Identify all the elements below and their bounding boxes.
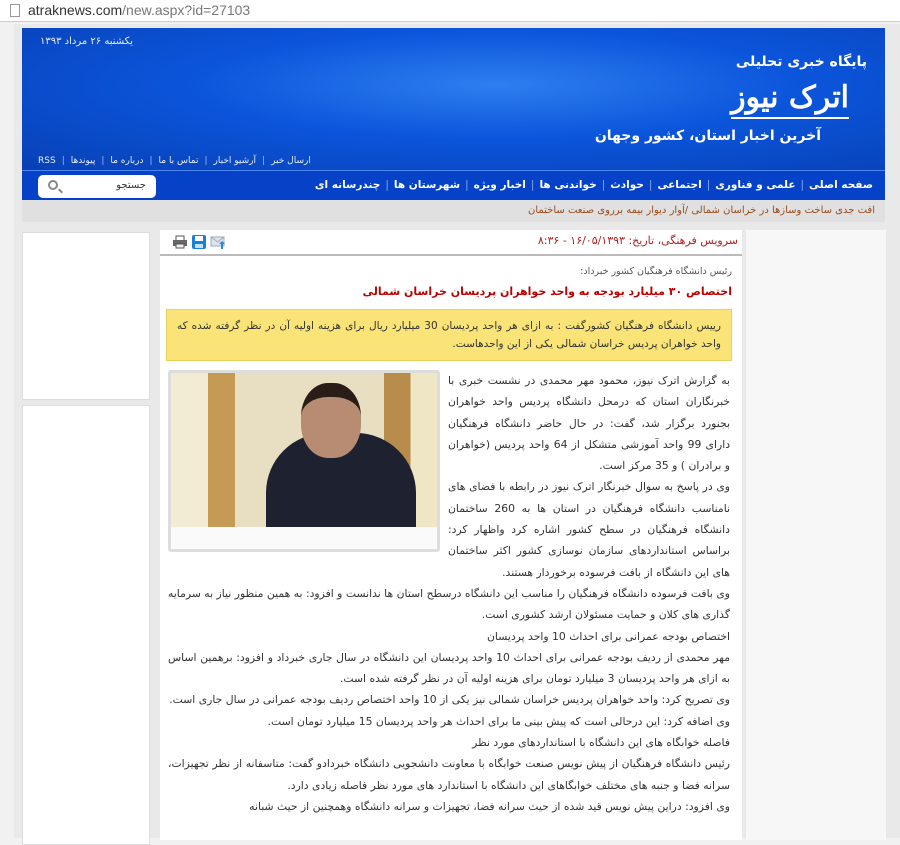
paragraph: رئیس دانشگاه فرهنگیان از پیش نویس صنعت خوابگاه با معاونت دانشجویی دانشگاه خبردادو گفت: متاسفانه از نظر تجهیزات، سرانه فضا و جنبه های مختلف خوابگاهای این دانشگاه با استاندارد های مورد نظر فاصله زیادی دارد. [168,757,730,792]
nav-science[interactable]: علمی و فناوری [715,179,796,191]
nav-social[interactable]: اجتماعی [657,179,702,191]
article-lead: رئیس دانشگاه فرهنگیان کشور خبرداد: [580,266,732,277]
link-send-news[interactable]: ارسال خبر [271,156,311,166]
nav-readings[interactable]: خواندنی ها [539,179,597,191]
link-about[interactable]: درباره ما [110,156,144,166]
news-ticker[interactable]: افت جدی ساخت وسازها در خراسان شمالی /آوار دیوار بیمه برروی صنعت ساختمان [22,200,885,222]
article-meta: سرویس فرهنگی، تاریخ: ۱۶/۰۵/۱۳۹۳ - ۸:۳۶ [537,234,738,247]
paragraph: وی افزود: دراین پیش نویس قید شده از حیث سرانه فضا، تجهیزات و سرانه دانشگاه وهمچنین از حیث شبانه [249,799,730,813]
left-sidebar-box [22,232,150,400]
page [14,24,900,838]
email-icon[interactable] [210,234,226,250]
left-sidebar-box [22,405,150,845]
search-placeholder: جستجو [116,180,146,191]
site-logo[interactable]: اترک نیوز [731,80,849,119]
address-bar[interactable] [0,0,900,22]
article-title: اختصاص ۳۰ میلیارد بودجه به واحد خواهران پردیسان خراسان شمالی [362,285,732,298]
header-date: یکشنبه ۲۶ مرداد ۱۳۹۳ [40,36,133,47]
article-body [168,370,730,817]
page-icon [10,4,20,17]
subheading: فاصله خوابگاه های این دانشگاه با استانداردهای مورد نظر [472,736,730,750]
print-icon[interactable] [172,234,188,250]
main-nav: صفحه اصلی | علمی و فناوری | اجتماعی | حوادث | خواندنی ها | اخبار ویژه | شهرستان ها | چندرسانه ای جستجو [22,170,885,200]
article-photo [168,370,440,552]
nav-home[interactable]: صفحه اصلی [809,179,873,191]
site-header [22,28,885,170]
paragraph: وی تصریح کرد: واحد خواهران پردیس خراسان شمالی نیز یکی از 10 واحد اختصاص ردیف بودجه عمرانی در سال جاری است. [169,693,730,707]
right-column [746,230,886,840]
paragraph: وی اضافه کرد: این درحالی است که پیش بینی ما برای احداث هر واحد پردیسان 15 میلیارد تومان است. [267,714,730,728]
paragraph: به گزارش اترک نیوز، محمود مهر محمدی در نشست خبری با خبرنگاران استان که درمحل دانشگاه پردیس واحد خواهران بجنورد برگزار شد، گفت: در حال حاضر دانشگاه فرهنگیان دارای 99 واحد آموزشی متشکل از 64 واحد پردیس (خواهران و برادران ) و 35 مرکز است. [448,374,731,473]
search-icon[interactable] [48,180,58,190]
link-links[interactable]: پیوندها [70,156,96,166]
nav-special[interactable]: اخبار ویژه [473,179,526,191]
save-icon[interactable] [191,234,207,250]
nav-cities[interactable]: شهرستان ها [393,179,461,191]
url-host: atraknews.com [28,2,123,18]
site-tagline: پایگاه خبری تحلیلی [735,54,867,70]
paragraph: مهر محمدی از ردیف بودجه عمرانی برای احداث 10 واحد پردیسان این دانشگاه در سال جاری خبرداد و افزود: برهمین اساس به ازای هر واحد پردیسان 3 میلیارد تومان برای هزینه اولیه آن در نظر گرفته شده است. [168,650,730,686]
paragraph: وی در پاسخ به سوال خبرنگار اترک نیوز در رابطه با فضای های نامناسب دانشگاه فرهنگیان در استان ها به 260 ساختمان دانشگاه فرهنگیان در سطح کشور اشاره کرد واظهار کرد: براساس استانداردهای سازمان نوسازی کشور اکثر ساختمان های این دانشگاه از بافت فرسوده برخوردار هستند. [448,480,731,579]
divider [160,254,742,256]
article-summary: رییس دانشگاه فرهنگیان کشورگفت : به ازای هر واحد پردیسان 30 میلیارد ریال برای هزینه اولیه آن در نظر گرفته شده که واحد خواهران پردیس خراسان شمالی یکی از این واحدهاست. [166,309,732,361]
url-path: /new.aspx?id=27103 [122,2,251,18]
paragraph: وی بافت فرسوده دانشگاه فرهنگیان را مناسب این دانشگاه درسطح استان ها ندانست و افزود: به همین منظور نیاز به سرمایه گذاری های کلان و حمایت مسئولان ارشد کشوری است. [168,586,730,622]
top-links: ارسال خبر | آرشیو اخبار | تماس با ما | درباره ما | پیوندها | RSS [38,156,311,166]
subheading: اختصاص بودجه عمرانی برای احداث 10 واحد پردیسان [486,629,730,643]
link-rss[interactable]: RSS [38,156,56,166]
link-archive[interactable]: آرشیو اخبار [213,156,257,166]
nav-incidents[interactable]: حوادث [610,179,644,191]
search-input[interactable] [38,175,156,198]
link-contact[interactable]: تماس با ما [158,156,199,166]
article-panel [160,230,742,840]
site-slogan: آخرین اخبار استان، کشور وجهان [594,128,821,144]
article-tools [172,234,226,250]
nav-multimedia[interactable]: چندرسانه ای [314,179,381,191]
